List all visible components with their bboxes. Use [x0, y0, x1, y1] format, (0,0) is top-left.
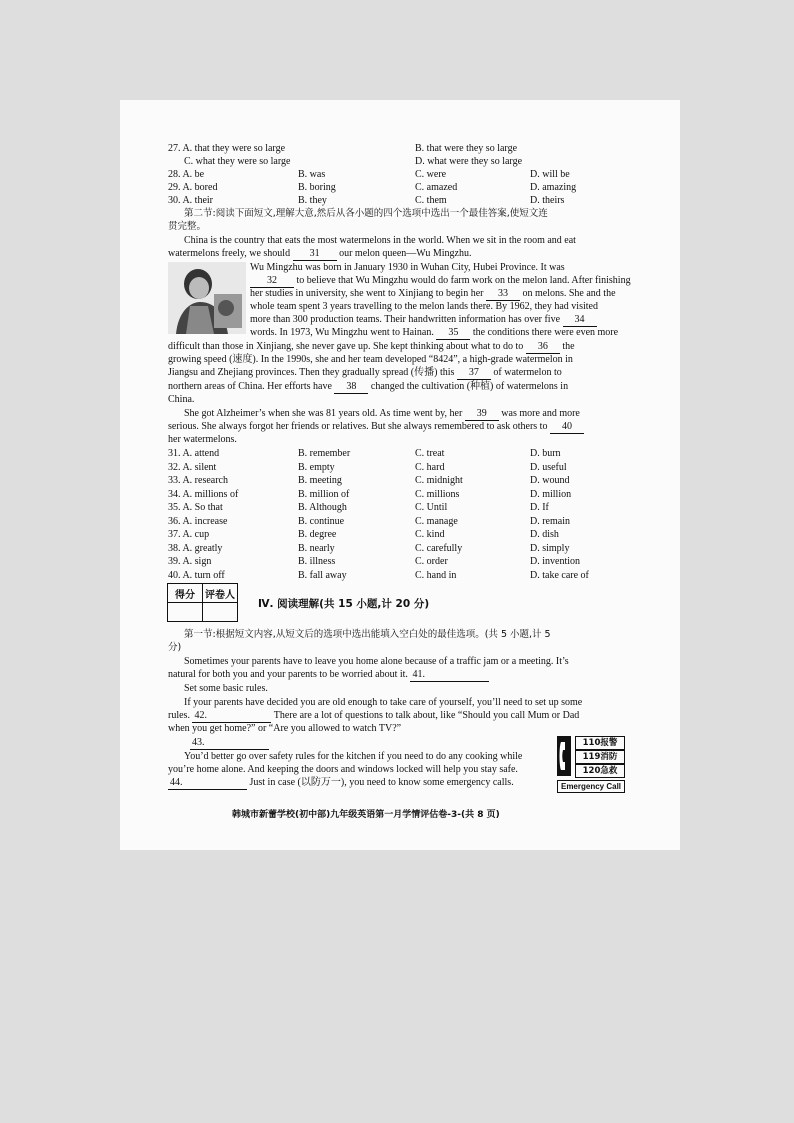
answer-43[interactable]: 43.	[190, 736, 269, 750]
q27-option-b: B. that were they so large	[415, 143, 518, 154]
q31-40-option-c: C. millions	[415, 488, 460, 500]
reading-line: Set some basic rules.	[184, 683, 268, 694]
q28-30-option-c: C. amazed	[415, 182, 458, 193]
blank-38: 38	[334, 380, 368, 394]
passage-line: whole team spent 3 years travelling to the melon lands there. By 1962, they had visited	[250, 301, 598, 312]
q31-40-option-a: 34. A. millions of	[168, 488, 239, 500]
q28-30-option-d: D. will be	[530, 169, 570, 180]
passage-line: growing speed (速度). In the 1990s, she and her team developed “8424”, a high-grade watermelon in	[168, 354, 573, 365]
passage-line: difficult than those in Xinjiang, she never gave up. She kept thinking about what to do to 36 the	[168, 341, 575, 352]
section2-instruction: 第二节:阅读下面短文,理解大意,然后从各小题的四个选项中选出一个最佳答案,使短文连	[184, 208, 548, 219]
reading-line: Sometimes your parents have to leave you home alone because of a traffic jam or a meeting. It’s	[184, 656, 569, 667]
q31-40-option-b: B. degree	[298, 529, 337, 540]
q31-40-option-d: D. million	[530, 488, 572, 500]
q31-40-option-d: D. simply	[530, 542, 570, 554]
q28-30-option-a: 29. A. bored	[168, 182, 218, 193]
fire-number: 119消防	[575, 750, 625, 764]
emergency-caption: Emergency Call	[557, 780, 625, 793]
passage-line: her studies in university, she went to Xinjiang to begin her 33 on melons. She and the	[250, 288, 616, 299]
passage-line: her watermelons.	[168, 434, 237, 445]
answer-42[interactable]: 42.	[192, 709, 271, 723]
q31-40-option-d: D. invention	[530, 556, 580, 567]
passage-line: Jiangsu and Zhejiang provinces. Then they gradually spread (传播) this 37 of watermelon to	[168, 367, 562, 378]
grader-label: 评卷人	[203, 584, 238, 603]
score-cell[interactable]	[168, 603, 203, 622]
q31-40-option-d: D. remain	[530, 515, 570, 527]
passage-line: northern areas of China. Her efforts have 38 changed the cultivation (种植) of watermelons in	[168, 381, 569, 392]
q27-option-c: C. what they were so large	[184, 156, 291, 167]
q28-30-option-d: D. amazing	[530, 182, 577, 193]
q28-30-option-c: C. were	[415, 169, 447, 180]
part4-instruction-cont: 分)	[168, 642, 182, 653]
q31-40-option-b: B. meeting	[298, 475, 342, 486]
blank-35: 35	[436, 326, 470, 340]
passage-line: serious. She always forgot her friends or relatives. But she always remembered to ask others to 40	[168, 420, 584, 434]
reading-line: natural for both you and your parents to be worried about it. 41.	[168, 668, 489, 682]
q27-option-a: 27. A. that they were so large	[168, 143, 286, 154]
blank-33: 33	[486, 287, 520, 301]
section2-instruction-cont: 贯完整。	[168, 221, 207, 232]
q31-40-option-a: 38. A. greatly	[168, 542, 223, 554]
q31-40-option-c: C. Until	[415, 502, 448, 513]
q31-40-option-b: B. Although	[298, 502, 347, 513]
ambulance-number: 120急救	[575, 764, 625, 778]
reading-line: 44. Just in case (以防万一), you need to know some emergency calls.	[170, 777, 514, 788]
score-label: 得分	[168, 584, 203, 603]
q31-40-option-a: 33. A. research	[168, 475, 228, 486]
passage-line: Wu Mingzhu was born in January 1930 in Wuhan City, Hubei Province. It was	[250, 262, 565, 273]
passage-line: She got Alzheimer’s when she was 81 years old. As time went by, her 39 was more and more	[184, 408, 580, 419]
reading-line: rules. 42. There are a lot of questions to talk about, like “Should you call Mum or Dad	[168, 710, 580, 721]
blank-37: 37	[457, 366, 491, 380]
passage-line: words. In 1973, Wu Mingzhu went to Hainan. 35 the conditions there were even more	[250, 327, 619, 338]
passage-line: more than 300 production teams. Their handwritten information has over five 34	[250, 313, 597, 327]
q31-40-option-c: C. hard	[415, 461, 445, 473]
q27-option-d: D. what were they so large	[415, 156, 523, 167]
q28-30-option-d: D. theirs	[530, 195, 565, 206]
answer-44[interactable]: 44.	[168, 776, 247, 790]
passage-line: watermelons freely, we should 31 our melon queen—Wu Mingzhu.	[168, 248, 472, 259]
q31-40-option-c: C. order	[415, 556, 448, 567]
q31-40-option-b: B. empty	[298, 461, 335, 473]
reading-line: If your parents have decided you are old enough to take care of yourself, you’ll need to set up some	[184, 697, 583, 708]
q31-40-option-b: B. continue	[298, 515, 345, 527]
reading-line	[190, 736, 269, 750]
q31-40-option-b: B. nearly	[298, 542, 335, 554]
q28-30-option-a: 30. A. their	[168, 195, 213, 206]
blank-40: 40	[550, 420, 584, 434]
q31-40-option-a: 37. A. cup	[168, 529, 210, 540]
q31-40-option-b: B. million of	[298, 488, 350, 500]
q31-40-option-a: 35. A. So that	[168, 502, 223, 513]
q28-30-option-a: 28. A. be	[168, 169, 205, 180]
q28-30-option-c: C. them	[415, 195, 447, 206]
q31-40-option-a: 32. A. silent	[168, 461, 217, 473]
q31-40-option-a: 39. A. sign	[168, 556, 212, 567]
wu-mingzhu-photo	[168, 262, 246, 334]
q31-40-option-a: 40. A. turn off	[168, 569, 225, 581]
q28-30-option-b: B. they	[298, 195, 327, 206]
blank-34: 34	[563, 313, 597, 327]
q31-40-option-c: C. carefully	[415, 542, 463, 554]
grader-cell[interactable]	[203, 603, 238, 622]
q31-40-option-d: D. dish	[530, 529, 559, 540]
part4-instruction: 第一节:根据短文内容,从短文后的选项中选出能填入空白处的最佳选项。(共 5 小题,计 5	[184, 629, 551, 640]
q31-40-option-a: 31. A. attend	[168, 448, 220, 459]
passage-line: 32 to believe that Wu Mingzhu would do farm work on the melon land. After finishing	[250, 274, 631, 288]
answer-41[interactable]: 41.	[410, 668, 489, 682]
passage-line: China.	[168, 394, 195, 405]
q31-40-option-c: C. midnight	[415, 475, 463, 486]
q31-40-option-c: C. treat	[415, 448, 445, 459]
q31-40-option-c: C. hand in	[415, 569, 457, 581]
blank-36: 36	[526, 340, 560, 354]
telephone-icon	[557, 736, 571, 776]
blank-39: 39	[465, 407, 499, 421]
reading-line: when you get home?” or “Are you allowed to watch TV?”	[168, 723, 402, 734]
q31-40-option-b: B. fall away	[298, 569, 347, 581]
blank-32: 32	[250, 274, 294, 288]
score-table	[167, 583, 238, 622]
q31-40-option-b: B. remember	[298, 448, 351, 459]
reading-line: you’re home alone. And keeping the doors and windows locked will help you stay safe.	[168, 764, 518, 775]
part4-title: Ⅳ. 阅读理解(共 15 小题,计 20 分)	[258, 598, 430, 610]
police-number: 110报警	[575, 736, 625, 750]
q31-40-option-a: 36. A. increase	[168, 515, 228, 527]
blank-31: 31	[293, 247, 337, 261]
q31-40-option-d: D. useful	[530, 461, 567, 473]
passage-line: China is the country that eats the most watermelons in the world. When we sit in the room and eat	[184, 235, 576, 246]
q28-30-option-b: B. boring	[298, 182, 336, 193]
emergency-call-box	[557, 736, 625, 792]
q31-40-option-c: C. manage	[415, 515, 458, 527]
reading-line: You’d better go over safety rules for the kitchen if you need to do any cooking while	[184, 751, 523, 762]
q31-40-option-d: D. If	[530, 502, 549, 513]
page-footer: 韩城市新蕾学校(初中部)九年级英语第一月学情评估卷-3-(共 8 页)	[232, 810, 500, 820]
q28-30-option-b: B. was	[298, 169, 326, 180]
q31-40-option-d: D. take care of	[530, 569, 589, 581]
q31-40-option-d: D. burn	[530, 448, 561, 459]
q31-40-option-c: C. kind	[415, 529, 445, 540]
q31-40-option-b: B. illness	[298, 556, 336, 567]
q31-40-option-d: D. wound	[530, 475, 570, 486]
